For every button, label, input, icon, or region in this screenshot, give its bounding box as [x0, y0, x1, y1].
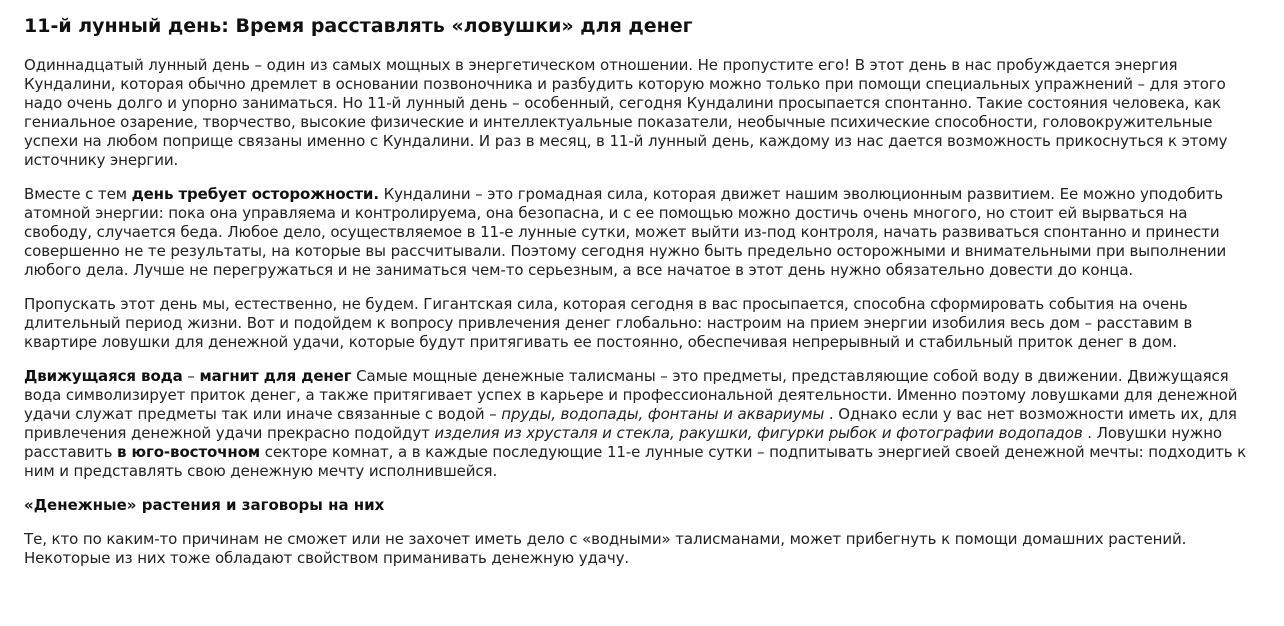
paragraph-caution-body: Кундалини – это громадная сила, которая движет нашим эволюционным развитием. Ее можно уподобить атомной энергии: пока она управляема и контролируема, она безопасна, и с ее помощью можно достичь очень многого, но стоит ей вырваться на свободу, случается беда. Любое дело, осуществляемое в 11-е лунные сутки, может выйти из-под контроля, начать развиваться спонтанно и принести совершенно не те результаты, на которые вы рассчитывали. Поэтому сегодня нужно быть предельно осторожными и внимательными при выполнении любого дела. Лучше не перегружаться и не заниматься чем-то серьезным, а все начатое в этот день нужно обязательно довести до конца.: [24, 185, 1227, 279]
paragraph-plants: Те, кто по каким-то причинам не сможет или не захочет иметь дело с «водными» талисманами, может прибегнуть к помощи домашних растений. Некоторые из них тоже обладают свойством приманивать денежную удачу.: [24, 530, 1187, 567]
heading-dash: –: [182, 367, 200, 385]
paragraph-caution: [24, 185, 1256, 280]
paragraph-moving-water: [24, 367, 1256, 481]
paragraph-caution-lead: Вместе с тем: [24, 185, 132, 203]
southeast-sector-emphasis: в юго-восточном: [116, 443, 261, 461]
moving-water-text-2: . Однако если у вас нет возможности иметь их, для привлечения денежной удачи прекрасно подойдут: [24, 405, 1237, 442]
section-heading-plants: «Денежные» растения и заговоры на них: [24, 496, 385, 514]
paragraph-money-traps: Пропускать этот день мы, естественно, не будем. Гигантская сила, которая сегодня в вас просыпается, способна сформировать события на очень длительный период жизни. Вот и подойдем к вопросу привлечения денег глобально: настроим на прием энергии изобилия весь дом – расставим в квартире ловушки для денежной удачи, которые будут притягивать ее постоянно, обеспечивая непрерывный и стабильный приток денег в дом.: [24, 295, 1193, 351]
moving-water-text-4: секторе комнат, а в каждые последующие 11-е лунные сутки – подпитывать энергией своей денежной мечты: подходить к ним и представлять свою денежную мечту исполнившейся.: [24, 443, 1247, 480]
moving-water-text-1: Самые мощные денежные талисманы – это предметы, представляющие собой воду в движении. Движущаяся вода символизирует приток денег, а также притягивает успех в карьере и профессиональной деятельности. Именно поэтому ловушками для денежной удачи служат предметы так или иначе связанные с водой –: [24, 367, 1238, 423]
money-magnet-heading: магнит для денег: [199, 367, 352, 385]
water-items-list: пруды, водопады, фонтаны и аквариумы: [501, 405, 825, 423]
paragraph-intro: Одиннадцатый лунный день – один из самых мощных в энергетическом отношении. Не пропустите его! В этот день в нас пробуждается энергия Кундалини, которая обычно дремлет в основании позвоночника и разбудить которую можно только при помощи специальных упражнений – для этого надо очень долго и упорно заниматься. Но 11-й лунный день – особенный, сегодня Кундалини просыпается спонтанно. Такие состояния человека, как гениальное озарение, творчество, высокие физические и интеллектуальные показатели, необычные психические способности, головокружительные успехи на любом поприще связаны именно с Кундалини. И раз в месяц, в 11-й лунный день, каждому из нас дается возможность прикоснуться к этому источнику энергии.: [24, 56, 1228, 169]
article: [24, 0, 1256, 568]
caution-emphasis: день требует осторожности.: [131, 185, 379, 203]
moving-water-heading: Движущаяся вода: [24, 367, 183, 385]
alternative-items-list: изделия из хрусталя и стекла, ракушки, фигурки рыбок и фотографии водопадов: [434, 424, 1083, 442]
article-title: 11-й лунный день: Время расставлять «ловушки» для денег: [24, 15, 693, 37]
moving-water-text-3: . Ловушки нужно расставить: [24, 424, 1223, 461]
